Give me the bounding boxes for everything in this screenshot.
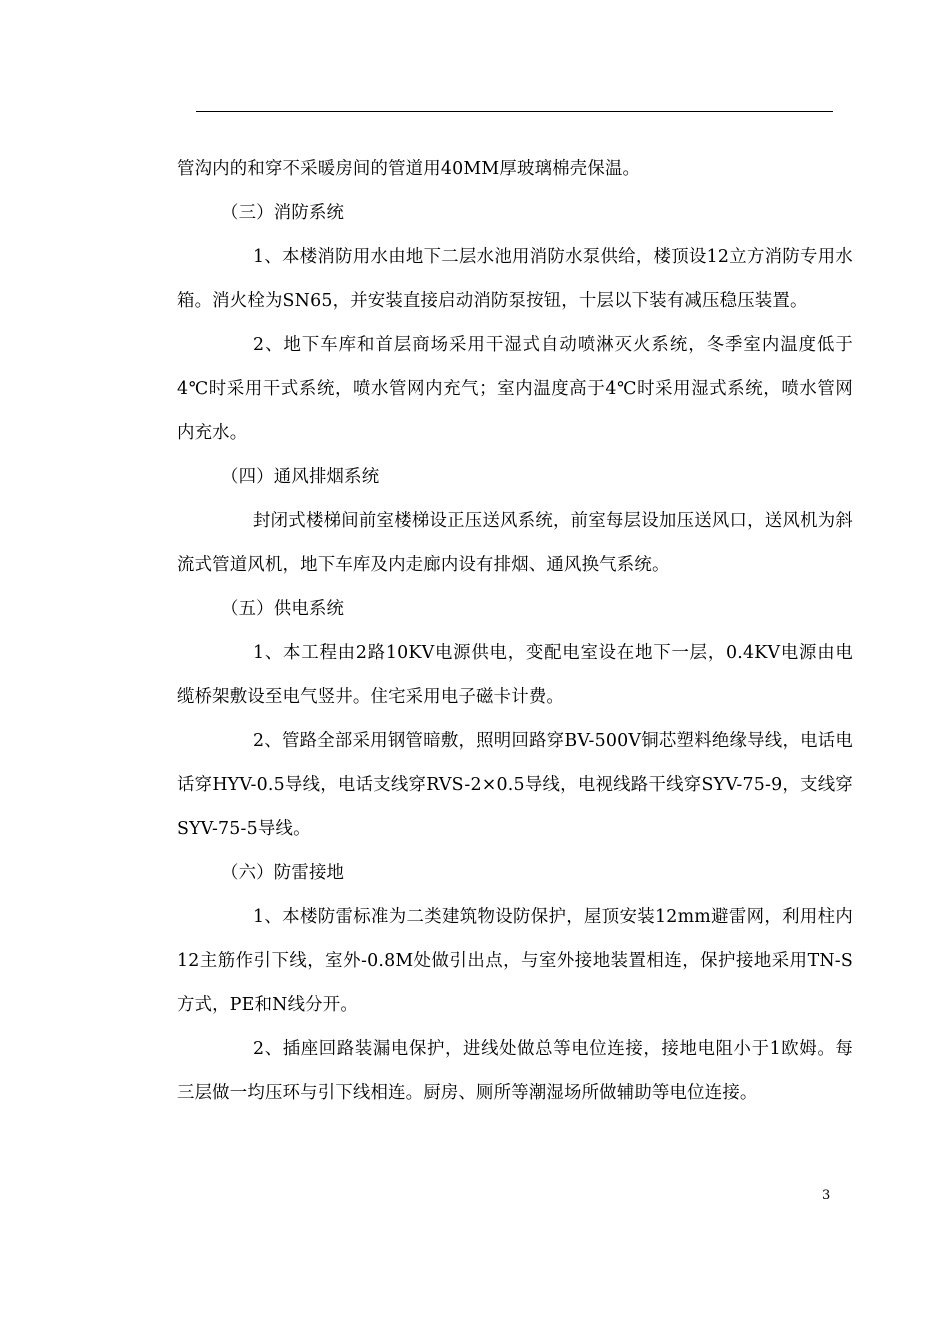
section-heading-lightning-grounding: （六）防雷接地: [221, 863, 345, 883]
header-rule: [196, 111, 833, 112]
paragraph: 封闭式楼梯间前室楼梯设正压送风系统，前室每层设加压送风口，送风机为斜流式管道风机，地下车库及内走廊内设有排烟、通风换气系统。: [177, 511, 853, 575]
paragraph: 1、本楼消防用水由地下二层水池用消防水泵供给，楼顶设12立方消防专用水箱。消火栓为SN65，并安装直接启动消防泵按钮，十层以下装有减压稳压装置。: [177, 247, 853, 311]
page-number: 3: [822, 1188, 831, 1203]
document-body: [177, 147, 853, 1115]
section-heading-power-supply: （五）供电系统: [221, 599, 345, 619]
paragraph: 1、本工程由2路10KV电源供电，变配电室设在地下一层，0.4KV电源由电缆桥架敷设至电气竖井。住宅采用电子磁卡计费。: [177, 643, 853, 707]
paragraph: 2、管路全部采用钢管暗敷，照明回路穿BV-500V铜芯塑料绝缘导线，电话电话穿HYV-0.5导线，电话支线穿RVS-2×0.5导线，电视线路干线穿SYV-75-9，支线穿SYV-75-5导线。: [177, 731, 853, 839]
paragraph-continuation: 管沟内的和穿不采暖房间的管道用40MM厚玻璃棉壳保温。: [177, 159, 641, 179]
paragraph: 2、插座回路装漏电保护，进线处做总等电位连接，接地电阻小于1欧姆。每三层做一均压环与引下线相连。厨房、厕所等潮湿场所做辅助等电位连接。: [177, 1039, 853, 1103]
section-heading-ventilation: （四）通风排烟系统: [221, 467, 380, 487]
paragraph: 2、地下车库和首层商场采用干湿式自动喷淋灭火系统，冬季室内温度低于4℃时采用干式系统，喷水管网内充气；室内温度高于4℃时采用湿式系统，喷水管网内充水。: [177, 335, 853, 443]
section-heading-fire-protection: （三）消防系统: [221, 203, 345, 223]
paragraph: 1、本楼防雷标准为二类建筑物设防保护，屋顶安装12mm避雷网，利用柱内12主筋作引下线，室外-0.8M处做引出点，与室外接地装置相连，保护接地采用TN-S方式，PE和N线分开。: [177, 907, 853, 1015]
